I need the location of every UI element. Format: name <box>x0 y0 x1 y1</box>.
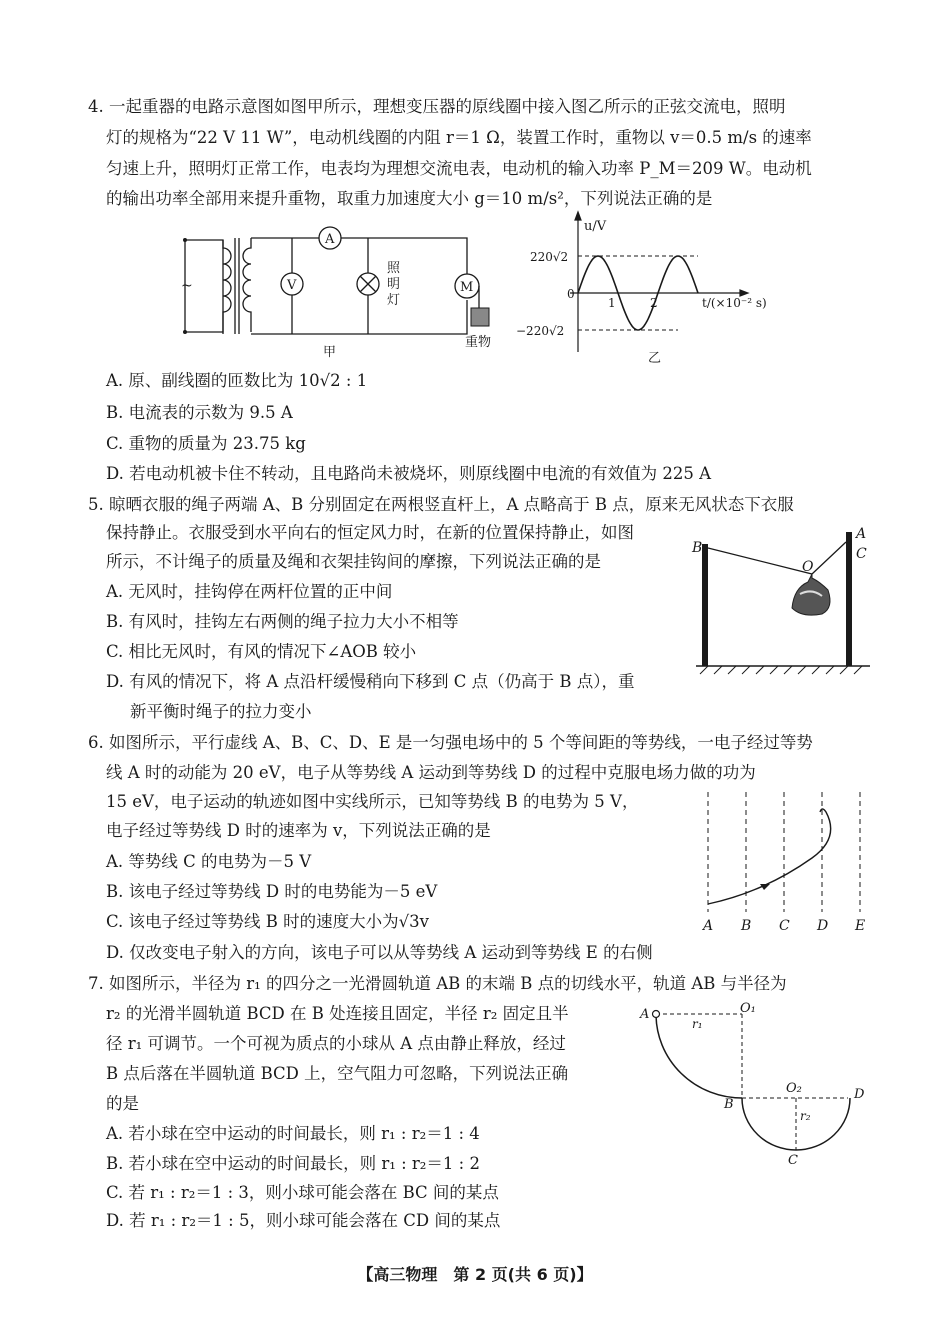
chart-x-axis-label: t/(×10⁻² s) <box>702 296 767 310</box>
chart-origin-label: 0 <box>567 287 575 301</box>
q5-label-b: B <box>692 540 703 556</box>
q5-option-d-continued: 新平衡时绳子的拉力变小 <box>130 702 312 721</box>
q4-option-b: B. 电流表的示数为 9.5 A <box>106 403 293 422</box>
q6-label-c: C <box>779 918 790 934</box>
q6-option-b: B. 该电子经过等势线 D 时的电势能为－5 eV <box>106 882 438 901</box>
q6-label-a: A <box>703 918 714 934</box>
q5-clothesline-figure <box>690 522 880 682</box>
q5-line-2: 保持静止。衣服受到水平向右的恒定风力时，在新的位置保持静止，如图 <box>106 523 634 542</box>
q5-option-a: A. 无风时，挂钩停在两杆位置的正中间 <box>106 582 393 601</box>
lamp-label-3: 灯 <box>387 293 401 308</box>
q4-circuit-figure <box>175 218 515 360</box>
q6-equipotential-figure <box>694 788 874 936</box>
lamp-label-2: 明 <box>387 277 401 292</box>
q6-line-2: 线 A 时的动能为 20 eV，电子从等势线 A 运动到等势线 D 的过程中克服电场力做的功为 <box>106 763 756 782</box>
q7-label-c: C <box>788 1153 798 1168</box>
chart-y-max-label: 220√2 <box>530 250 569 264</box>
q7-option-b: B. 若小球在空中运动的时间最长，则 r₁ : r₂＝1 : 2 <box>106 1154 480 1173</box>
q4-sine-chart <box>512 210 792 368</box>
motor-label: M <box>460 280 474 295</box>
weight-label: 重物 <box>465 335 492 350</box>
q7-label-b: B <box>724 1097 734 1112</box>
q6-option-c: C. 该电子经过等势线 B 时的速度大小为√3v <box>106 912 429 931</box>
q4-line-1: 4. 一起重器的电路示意图如图甲所示，理想变压器的原线圈中接入图乙所示的正弦交流电，照明 <box>88 97 786 116</box>
q7-line-2: r₂ 的光滑半圆轨道 BCD 在 B 处连接且固定，半径 r₂ 固定且半 <box>106 1004 569 1023</box>
q7-label-o2: O₂ <box>786 1081 802 1096</box>
page-footer: 【高三物理 第 2 页(共 6 页)】 <box>357 1265 593 1284</box>
fig-b-caption: 乙 <box>648 351 662 366</box>
q5-line-3: 所示，不计绳子的质量及绳和衣架挂钩间的摩擦，下列说法正确的是 <box>106 552 601 571</box>
q7-track-figure <box>638 1000 878 1170</box>
q5-option-d: D. 有风的情况下，将 A 点沿杆缓慢稍向下移到 C 点（仍高于 B 点），重 <box>106 672 635 691</box>
q5-label-o: O <box>802 559 814 575</box>
q6-label-b: B <box>741 918 752 934</box>
q7-line-5: 的是 <box>106 1094 139 1113</box>
q4-option-a: A. 原、副线圈的匝数比为 10√2 : 1 <box>106 371 368 390</box>
q5-label-c: C <box>856 546 867 562</box>
q4-line-3: 匀速上升，照明灯正常工作，电表均为理想交流电表，电动机的输入功率 P_M＝209 W。电动机 <box>106 159 812 178</box>
q5-label-a: A <box>856 526 867 542</box>
q6-line-1: 6. 如图所示，平行虚线 A、B、C、D、E 是一匀强电场中的 5 个等间距的等势线，一电子经过等势 <box>88 733 813 752</box>
q5-option-b: B. 有风时，挂钩左右两侧的绳子拉力大小不相等 <box>106 612 459 631</box>
q7-label-r2: r₂ <box>800 1109 811 1123</box>
q4-line-2: 灯的规格为“22 V 11 W”，电动机线圈的内阻 r＝1 Ω，装置工作时，重物以 v＝0.5 m/s 的速率 <box>106 128 812 147</box>
q7-label-a: A <box>640 1007 650 1022</box>
q6-label-e: E <box>855 918 866 934</box>
q7-option-c: C. 若 r₁ : r₂＝1 : 3，则小球可能会落在 BC 间的某点 <box>106 1183 499 1202</box>
q4-option-d: D. 若电动机被卡住不转动，且电路尚未被烧坏，则原线圈中电流的有效值为 225 A <box>106 464 712 483</box>
ammeter-label: A <box>325 232 335 247</box>
q7-option-a: A. 若小球在空中运动的时间最长，则 r₁ : r₂＝1 : 4 <box>106 1124 480 1143</box>
q4-line-4: 的输出功率全部用来提升重物，取重力加速度大小 g＝10 m/s²，下列说法正确的是 <box>106 189 713 208</box>
q6-line-3: 15 eV，电子运动的轨迹如图中实线所示，已知等势线 B 的电势为 5 V， <box>106 792 639 811</box>
q7-line-4: B 点后落在半圆轨道 BCD 上，空气阻力可忽略，下列说法正确 <box>106 1064 569 1083</box>
q6-line-4: 电子经过等势线 D 时的速率为 v，下列说法正确的是 <box>106 821 491 840</box>
lamp-label-1: 照 <box>387 261 401 276</box>
chart-y-min-label: −220√2 <box>516 324 565 338</box>
chart-y-axis-label: u/V <box>584 219 607 234</box>
q7-option-d: D. 若 r₁ : r₂＝1 : 5，则小球可能会落在 CD 间的某点 <box>106 1211 501 1230</box>
fig-a-caption: 甲 <box>323 345 337 360</box>
chart-tick-2: 2 <box>650 296 658 310</box>
q4-option-c: C. 重物的质量为 23.75 kg <box>106 434 306 453</box>
q5-line-1: 5. 晾晒衣服的绳子两端 A、B 分别固定在两根竖直杆上，A 点略高于 B 点，原来无风状态下衣服 <box>88 495 794 514</box>
source-symbol: ~ <box>181 278 193 294</box>
voltmeter-label: V <box>287 278 297 293</box>
q6-option-d: D. 仅改变电子射入的方向，该电子可以从等势线 A 运动到等势线 E 的右侧 <box>106 943 653 962</box>
q7-line-3: 径 r₁ 可调节。一个可视为质点的小球从 A 点由静止释放，经过 <box>106 1034 566 1053</box>
q7-label-d: D <box>854 1087 865 1102</box>
q7-label-r1: r₁ <box>692 1017 703 1031</box>
q6-option-a: A. 等势线 C 的电势为－5 V <box>106 852 312 871</box>
q5-option-c: C. 相比无风时，有风的情况下∠AOB 较小 <box>106 642 417 661</box>
q7-label-o1: O₁ <box>740 1001 756 1016</box>
q6-label-d: D <box>817 918 829 934</box>
q7-line-1: 7. 如图所示，半径为 r₁ 的四分之一光滑圆轨道 AB 的末端 B 点的切线水平，轨道 AB 与半径为 <box>88 974 787 993</box>
chart-tick-1: 1 <box>608 296 616 310</box>
